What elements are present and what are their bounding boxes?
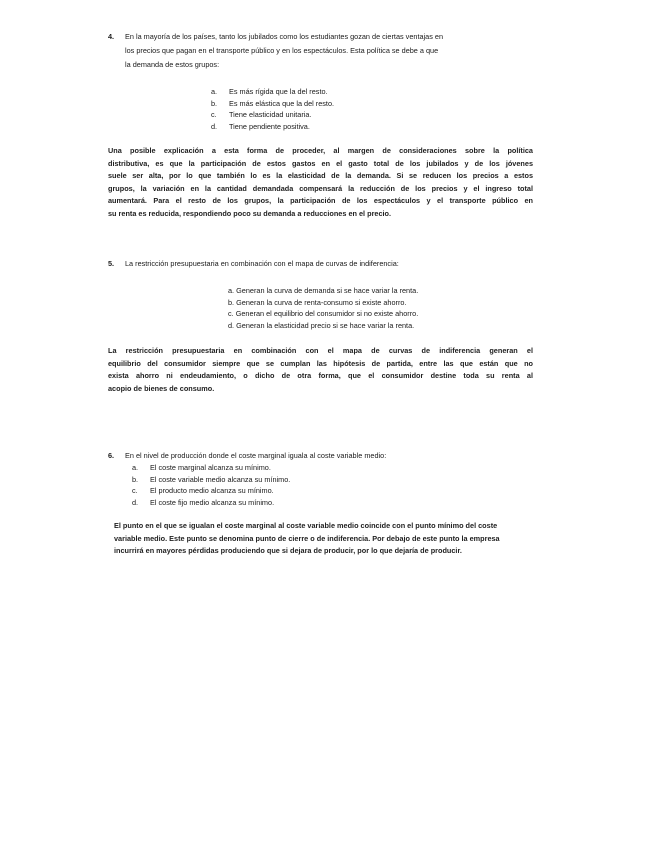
question-6: [108, 450, 528, 520]
option-d[interactable]: [132, 497, 290, 509]
option-list: [228, 285, 418, 331]
question-5: [108, 258, 528, 338]
option-text: a. Generan la curva de demanda si se hace variar la renta.: [228, 286, 419, 295]
option-text: El producto medio alcanza su mínimo.: [150, 486, 274, 495]
option-list: [132, 462, 290, 508]
option-letter: a.: [132, 463, 139, 472]
explanation-line: aumentará. Para el resto de los grupos, la participación de los espectáculos y el transporte público en: [108, 196, 533, 206]
explanation-line: Una posible explicación a esta forma de proceder, al margen de consideraciones sobre la política: [108, 146, 533, 155]
option-letter: d.: [132, 497, 139, 507]
option-b[interactable]: [132, 474, 290, 486]
option-text: b. Generan la curva de renta-consumo si existe ahorro.: [228, 297, 407, 307]
option-text: El coste fijo medio alcanza su mínimo.: [150, 497, 275, 507]
option-text: Tiene elasticidad unitaria.: [229, 110, 312, 119]
explanation-4: [108, 145, 533, 221]
option-a[interactable]: [228, 285, 418, 297]
explanation-line: equilibrio del consumidor siempre que se cumplan las hipótesis de partida, entre las que están que no: [108, 358, 533, 368]
explanation-line: grupos, la variación en la cantidad demandada compensará la reducción de los precios y el ingreso total: [108, 183, 533, 193]
option-b[interactable]: [211, 98, 334, 110]
option-c[interactable]: [132, 485, 290, 497]
explanation-6: [114, 520, 554, 558]
option-text: c. Generan el equilibrio del consumidor si no existe ahorro.: [228, 309, 419, 318]
explanation-line: exista ahorro ni endeudamiento, o dicho de otra forma, que el consumidor destine toda su renta al: [108, 371, 533, 381]
option-letter: b.: [211, 98, 218, 108]
explanation-line: incurrirá en mayores pérdidas produciendo que si dejara de producir, por lo que dejaría de producir.: [114, 546, 462, 556]
option-letter: c.: [211, 110, 217, 119]
question-stem-line: En la mayoría de los países, tanto los jubilados como los estudiantes gozan de ciertas ventajas en: [125, 32, 444, 41]
option-text: El coste variable medio alcanza su mínimo.: [150, 474, 291, 484]
explanation-line: El punto en el que se igualan el coste marginal al coste variable medio coincide con el punto mínimo del coste: [114, 521, 498, 530]
option-list: [211, 86, 334, 132]
explanation-line: distributiva, es que la participación de estos gastos en el gasto total de los jubilados y de los jóvenes: [108, 158, 533, 168]
explanation-line: suele ser alta, por lo que también lo es la elasticidad de la demanda. Si se reducen los precios a estos: [108, 171, 533, 181]
question-stem-line: los precios que pagan en el transporte público y en los espectáculos. Esta política se debe a que: [125, 46, 439, 55]
explanation-line: acopio de bienes de consumo.: [108, 383, 215, 393]
option-text: El coste marginal alcanza su mínimo.: [150, 463, 271, 472]
question-stem-line: En el nivel de producción donde el coste marginal iguala al coste variable medio:: [125, 451, 387, 460]
option-c[interactable]: [228, 308, 418, 320]
option-a[interactable]: [211, 86, 334, 98]
option-letter: a.: [211, 87, 218, 96]
option-letter: c.: [132, 486, 138, 495]
option-letter: b.: [132, 474, 139, 484]
option-c[interactable]: [211, 109, 334, 121]
option-text: Es más rígida que la del resto.: [229, 87, 328, 96]
option-text: Tiene pendiente positiva.: [229, 121, 310, 131]
question-number: 4.: [108, 32, 115, 41]
question-number: 6.: [108, 451, 115, 460]
option-b[interactable]: [228, 297, 418, 309]
question-number: 5.: [108, 259, 115, 268]
option-text: Es más elástica que la del resto.: [229, 98, 335, 108]
option-letter: d.: [211, 121, 218, 131]
option-d[interactable]: [228, 320, 418, 332]
explanation-line: su renta es reducida, respondiendo poco su demanda a reducciones en el precio.: [108, 208, 392, 218]
explanation-line: La restricción presupuestaria en combinación con el mapa de curvas de indiferencia generan el: [108, 346, 533, 355]
option-text: d. Generan la elasticidad precio si se hace variar la renta.: [228, 320, 415, 330]
explanation-5: [108, 345, 533, 395]
explanation-line: variable medio. Este punto se denomina punto de cierre o de indiferencia. Por debajo de este punto la empresa: [114, 533, 500, 543]
option-a[interactable]: [132, 462, 290, 474]
option-d[interactable]: [211, 121, 334, 133]
question-stem-line: la demanda de estos grupos:: [125, 60, 220, 69]
question-stem-line: La restricción presupuestaria en combinación con el mapa de curvas de indiferencia:: [125, 259, 399, 268]
